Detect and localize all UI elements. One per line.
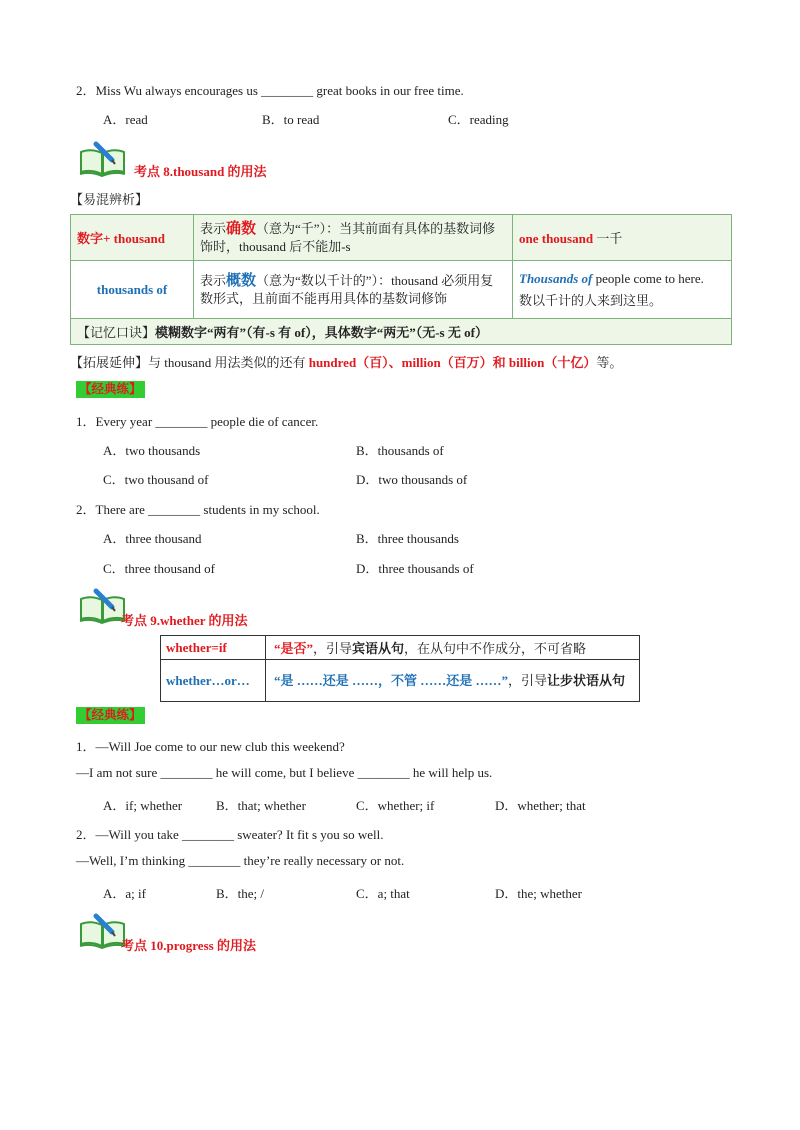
example-text: people come to here. xyxy=(592,270,704,286)
desc-text: （意为“数以千计的”）：thousand 必须用复数形式，且前面不能再用具体的基数词修饰 xyxy=(200,272,494,306)
desc-cell xyxy=(266,636,640,660)
desc-mid: ，引导 xyxy=(508,672,548,688)
question-stem: 1．—Will Joe come to our new club this weekend? xyxy=(76,739,345,754)
practice-badge: 【经典练】 xyxy=(76,707,145,724)
thousand-table xyxy=(70,214,732,345)
question-stem: 2．There are ________ students in my school. xyxy=(76,502,320,517)
term-text: whether=if xyxy=(166,639,227,655)
option-c: C．two thousand of xyxy=(103,472,209,487)
example-text: 一千 xyxy=(593,231,623,246)
option-d: D．the; whether xyxy=(495,886,583,901)
term-cell xyxy=(71,215,194,261)
option-d: D．three thousands of xyxy=(356,561,474,576)
extend-label: 【拓展延伸】 xyxy=(70,355,149,370)
option-c: C．reading xyxy=(448,112,509,127)
question-stem: 1．Every year ________ people die of cancer. xyxy=(76,414,319,429)
option-b: B．that; whether xyxy=(216,798,306,813)
desc-meaning: “是否” xyxy=(274,641,314,656)
option-d: D．two thousands of xyxy=(356,472,468,487)
example-cell xyxy=(513,261,732,319)
key-point-title: 考点 8.thousand 的用法 xyxy=(134,164,267,179)
question-stem: 2．—Will you take ________ sweater? It fit s you so well. xyxy=(76,827,384,842)
question-reply: —Well, I’m thinking ________ they’re really necessary or not. xyxy=(76,853,405,868)
term-cell xyxy=(161,636,266,660)
desc-key: 概数 xyxy=(226,272,257,289)
option-a: A．a; if xyxy=(103,886,146,901)
desc-mid: ，引导 xyxy=(313,641,353,656)
option-c: C．whether; if xyxy=(356,798,435,813)
extend-key: hundred（百）、million（百万）和 billion（十亿） xyxy=(308,355,597,370)
option-b: B．three thousands xyxy=(356,531,459,546)
desc-cell xyxy=(194,261,513,319)
example-key: one thousand xyxy=(519,231,594,246)
option-c: C．a; that xyxy=(356,886,410,901)
desc-meaning: “是 ……还是 ……，不管 ……还是 ……” xyxy=(274,672,509,688)
term-cell xyxy=(161,660,266,702)
option-b: B．to read xyxy=(262,112,320,127)
desc-key: 确数 xyxy=(226,220,257,237)
option-d: D．whether; that xyxy=(495,798,586,813)
memory-label: 【记忆口诀】 xyxy=(77,325,156,340)
desc-text: （意为“千”）：当其前面有具体的基数词修饰时，thousand 后不能加-s xyxy=(200,220,496,254)
memory-text: 模糊数字“两有”（有-s 有 of），具体数字“两无”（无-s 无 of） xyxy=(155,325,488,340)
practice-badge: 【经典练】 xyxy=(76,381,145,398)
term-text: 数字+ thousand xyxy=(77,231,165,246)
book-pen-icon xyxy=(78,138,128,178)
term-cell xyxy=(71,261,194,319)
example-key: Thousands of xyxy=(519,270,593,286)
whether-table xyxy=(160,635,640,702)
option-b: B．thousands of xyxy=(356,443,444,458)
key-point-title: 考点 9.whether 的用法 xyxy=(121,613,248,628)
desc-cell xyxy=(194,215,513,261)
option-a: A．read xyxy=(103,112,148,127)
desc-cell xyxy=(266,660,640,702)
question-stem: 2．Miss Wu always encourages us ________ great books in our free time. xyxy=(76,83,464,98)
question-reply: —I am not sure ________ he will come, but I believe ________ he will help us. xyxy=(76,765,493,780)
extend-line xyxy=(70,352,622,371)
memory-cell xyxy=(71,319,732,345)
desc-prefix: 表示 xyxy=(200,272,227,288)
option-a: A．two thousands xyxy=(103,443,201,458)
option-a: A．three thousand xyxy=(103,531,202,546)
desc-text: ，在从句中不作成分，不可省略 xyxy=(404,641,587,656)
term-text: whether…or… xyxy=(166,672,250,688)
desc-key: 让步状语从句 xyxy=(547,672,626,688)
extend-end: 等。 xyxy=(596,355,623,370)
option-a: A．if; whether xyxy=(103,798,183,813)
example-cell xyxy=(513,215,732,261)
desc-prefix: 表示 xyxy=(200,220,227,236)
key-point-title: 考点 10.progress 的用法 xyxy=(121,938,256,953)
extend-text: 与 thousand 用法类似的还有 xyxy=(148,355,309,370)
example-translation: 数以千计的人来到这里。 xyxy=(519,292,663,308)
option-c: C．three thousand of xyxy=(103,561,215,576)
option-b: B．the; / xyxy=(216,886,265,901)
term-text: thousands of xyxy=(96,281,168,297)
desc-key: 宾语从句 xyxy=(352,641,405,656)
confuse-label: 【易混辨析】 xyxy=(70,192,149,207)
